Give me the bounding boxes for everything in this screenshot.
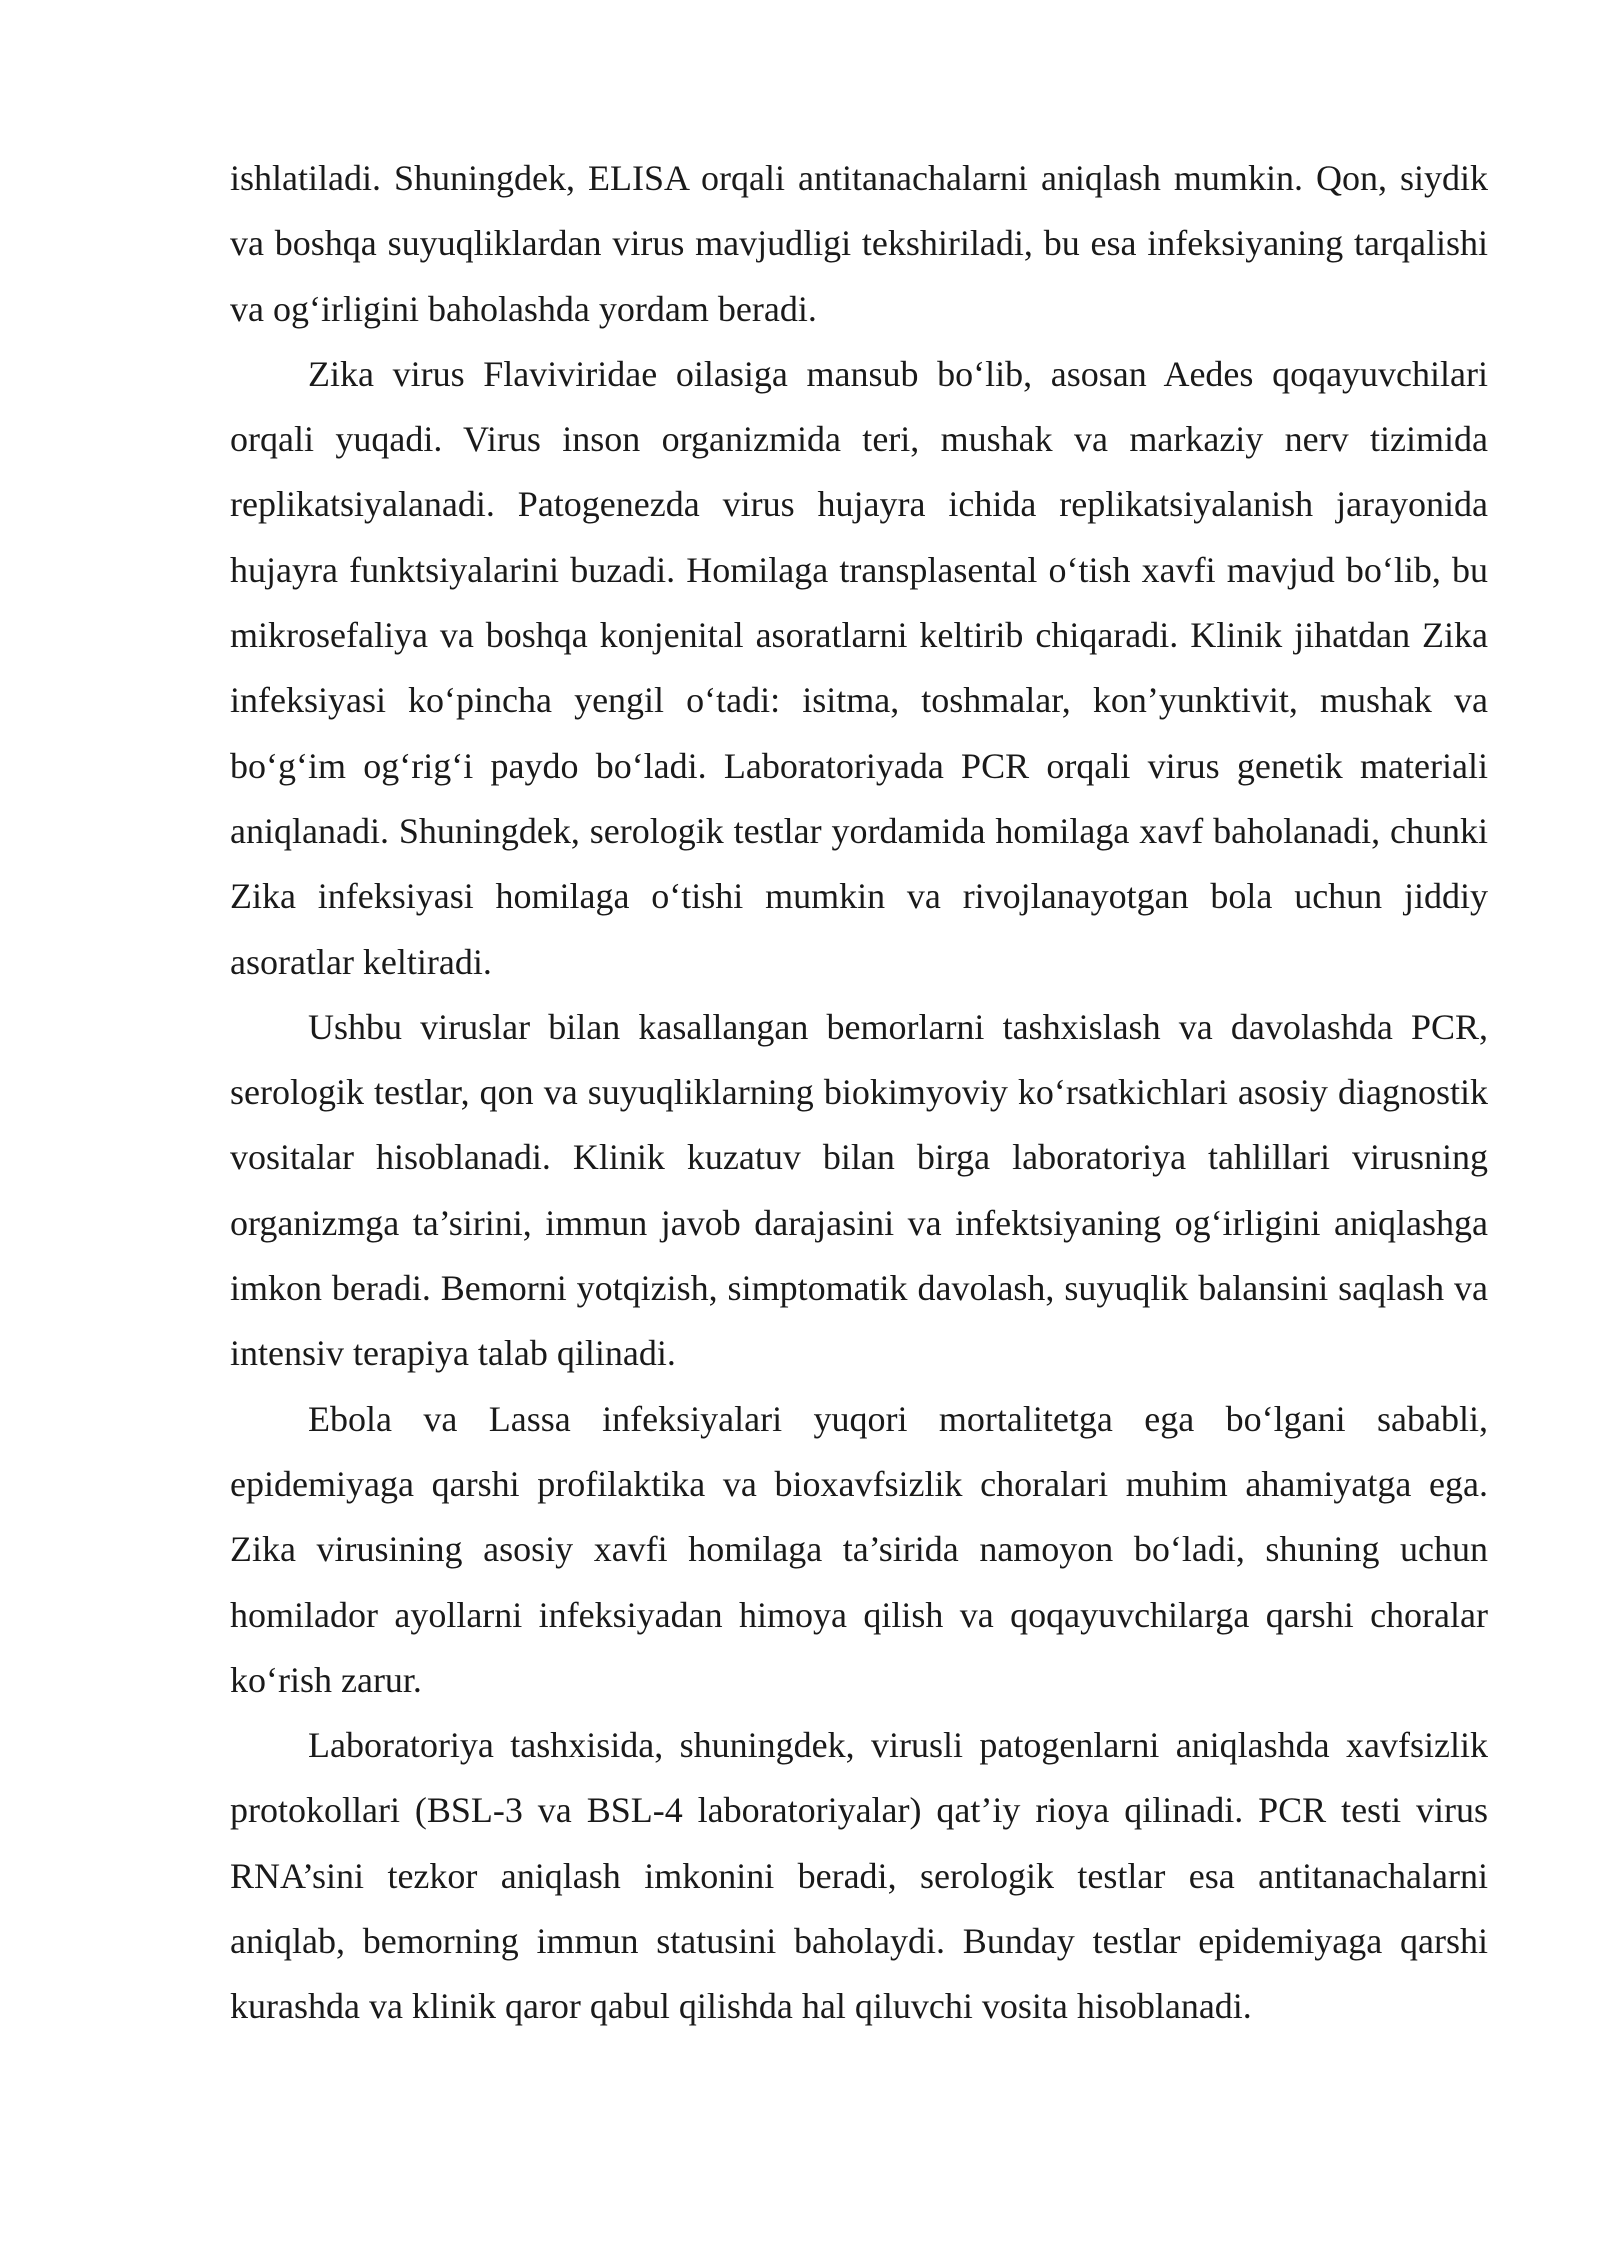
paragraph-lab-safety: Laboratoriya tashxisida, shuningdek, virusli patogenlarni aniqlashda xavfsizlik protokollari (BSL-3 va BSL-4 laboratoriyalar) qat’iy rioya qilinadi. PCR testi virus RNA’sini tezkor aniqlash imkonini beradi, serologik testlar esa antitanachalarni aniqlab, bemorning immun statusini baholaydi. Bunday testlar epidemiyaga qarshi kurashda va klinik qaror qabul qilishda hal qiluvchi vosita hisoblanadi. (230, 1725, 1488, 2027)
paragraph-zika-virus: Zika virus Flaviviridae oilasiga mansub bo‘lib, asosan Aedes qoqayuvchilari orqali yuqadi. Virus inson organizmida teri, mushak va markaziy nerv tizimida replikatsiyalanadi. Patogenezda virus hujayra ichida replikatsiyalanish jarayonida hujayra funktsiyalarini buzadi. Homilaga transplasental o‘tish xavfi mavjud bo‘lib, bu mikrosefaliya va boshqa konjenital asoratlarni keltirib chiqaradi. Klinik jihatdan Zika infeksiyasi ko‘pincha yengil o‘tadi: isitma, toshmalar, kon’yunktivit, mushak va bo‘g‘im og‘rig‘i paydo bo‘ladi. Laboratoriyada PCR orqali virus genetik materiali aniqlanadi. Shuningdek, serologik testlar yordamida homilaga xavf baholanadi, chunki Zika infeksiyasi homilaga o‘tishi mumkin va rivojlanayotgan bola uchun jiddiy asoratlar keltiradi. (230, 353, 1488, 982)
paragraph-diagnosis-treatment: Ushbu viruslar bilan kasallangan bemorlarni tashxislash va davolashda PCR, serologik testlar, qon va suyuqliklarning biokimyoviy ko‘rsatkichlari asosiy diagnostik vositalar hisoblanadi. Klinik kuzatuv bilan birga laboratoriya tahlillari virusning organizmga ta’sirini, immun javob darajasini va infektsiyaning og‘irligini aniqlashga imkon beradi. Bemorni yotqizish, simptomatik davolash, suyuqlik balansini saqlash va intensiv terapiya talab qilinadi. (230, 1006, 1488, 1374)
paragraph-ebola-lassa: Ebola va Lassa infeksiyalari yuqori mortalitetga ega bo‘lgani sababli, epidemiyaga qarshi profilaktika va bioxavfsizlik choralari muhim ahamiyatga ega. Zika virusining asosiy xavfi homilaga ta’sirida namoyon bo‘ladi, shuning uchun homilador ayollarni infeksiyadan himoya qilish va qoqayuvchilarga qarshi choralar ko‘rish zarur. (230, 1398, 1488, 1700)
document-body (230, 146, 1488, 2040)
paragraph-continuation: ishlatiladi. Shuningdek, ELISA orqali antitanachalarni aniqlash mumkin. Qon, siydik va boshqa suyuqliklardan virus mavjudligi tekshiriladi, bu esa infeksiyaning tarqalishi va og‘irligini baholashda yordam beradi. (230, 158, 1488, 329)
